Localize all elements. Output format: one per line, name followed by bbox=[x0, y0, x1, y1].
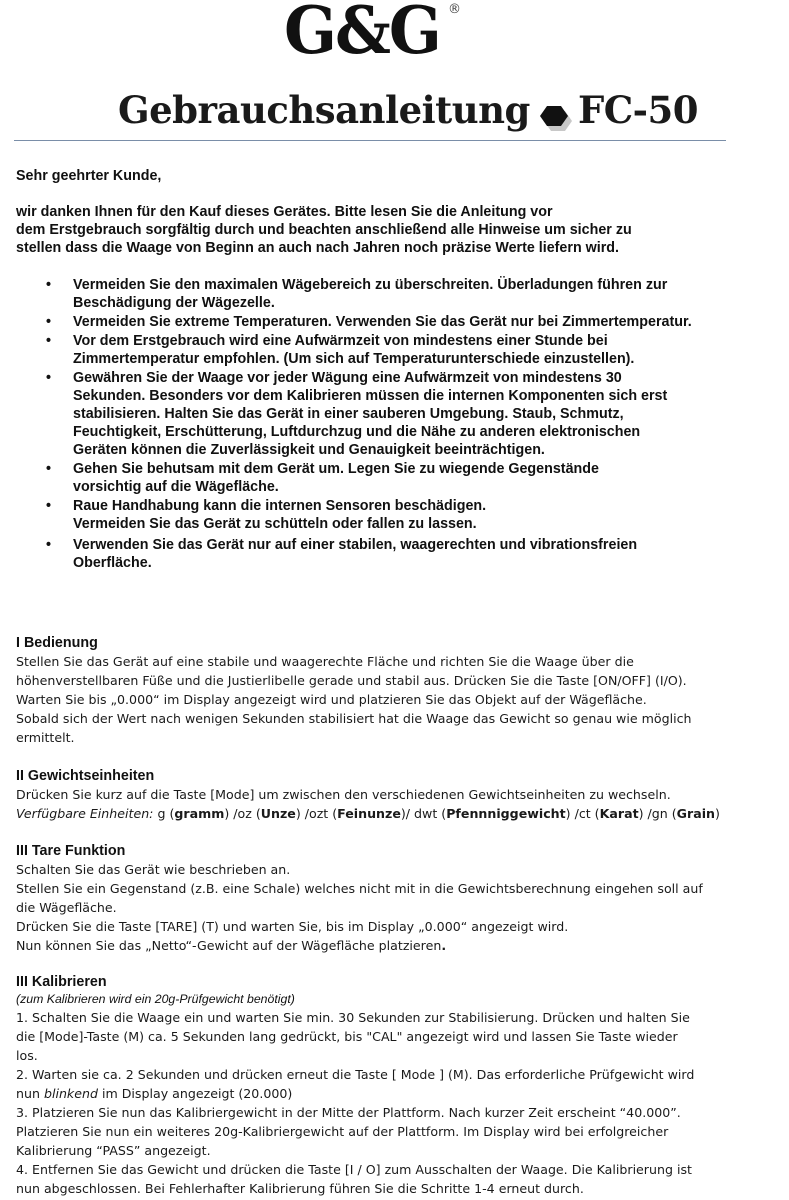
section-heading-einheiten: II Gewichtseinheiten bbox=[16, 768, 155, 784]
tare-line-1: Schalten Sie das Gerät wie beschrieben an. bbox=[16, 862, 291, 877]
kalibrieren-line-5-post: im Display angezeigt (20.000) bbox=[97, 1086, 293, 1101]
kalibrieren-line-2: die [Mode]-Taste (M) ca. 5 Sekunden lang gedrückt, bis "CAL" angezeigt wird und lassen Sie Taste wieder bbox=[16, 1029, 678, 1044]
kalibrieren-line-5-italic: blinkend bbox=[43, 1086, 98, 1101]
bullet-icon: • bbox=[46, 277, 52, 293]
bedienung-line-3: Warten Sie bis „0.000“ im Display angezeigt wird und platzieren Sie das Objekt auf der Wägefläche. bbox=[16, 692, 647, 707]
list-item-line: Vermeiden Sie extreme Temperaturen. Verwenden Sie das Gerät nur bei Zimmertemperatur. bbox=[73, 314, 692, 330]
kalibrieren-line-5-pre: nun bbox=[16, 1086, 44, 1101]
tare-line-3: die Wägefläche. bbox=[16, 900, 117, 915]
unit-name: Feinunze bbox=[337, 806, 401, 821]
bedienung-line-4: Sobald sich der Wert nach wenigen Sekunden stabilisiert hat die Waage das Gewicht so genau wie möglich bbox=[16, 711, 692, 726]
brand-logo bbox=[282, 2, 462, 70]
unit-name: Grain bbox=[676, 806, 716, 821]
einheiten-line-1: Drücken Sie kurz auf die Taste [Mode] um zwischen den verschiedenen Gewichtseinheiten zu wechseln. bbox=[16, 787, 671, 802]
unit-text: g ( bbox=[153, 806, 175, 821]
bullet-icon: • bbox=[46, 333, 52, 349]
bullet-icon: • bbox=[46, 537, 52, 553]
list-item-line: Feuchtigkeit, Erschütterung, Luftdurchzug und die Nähe zu anderen elektronischen bbox=[73, 424, 641, 440]
list-item-line: Raue Handhabung kann die internen Sensoren beschädigen. bbox=[73, 498, 487, 514]
section-heading-kalibrieren: III Kalibrieren bbox=[16, 974, 107, 990]
kalibrieren-line-8: Kalibrierung “PASS” angezeigt. bbox=[16, 1143, 211, 1158]
hexagon-icon bbox=[538, 97, 572, 125]
bedienung-line-2: höhenverstellbaren Füße und die Justierlibelle gerade und stabil aus. Drücken Sie die Taste [ON/OFF] (I/O). bbox=[16, 673, 687, 688]
unit-text: ) /gn ( bbox=[638, 806, 677, 821]
bullet-icon: • bbox=[46, 314, 52, 330]
kalibrieren-line-5 bbox=[16, 1084, 292, 1103]
unit-name: Karat bbox=[599, 806, 639, 821]
unit-text: )/ dwt ( bbox=[400, 806, 447, 821]
intro-line-3: stellen dass die Waage von Beginn an auch nach Jahren noch präzise Werte liefern wird. bbox=[16, 240, 620, 256]
unit-text: ) /oz ( bbox=[224, 806, 261, 821]
kalibrieren-note: (zum Kalibrieren wird ein 20g-Prüfgewicht benötigt) bbox=[16, 992, 295, 1006]
list-item-line: vorsichtig auf die Wägefläche. bbox=[73, 479, 279, 495]
unit-text: ) /ozt ( bbox=[295, 806, 338, 821]
list-item-line: Gehen Sie behutsam mit dem Gerät um. Legen Sie zu wiegende Gegenstände bbox=[73, 461, 599, 477]
unit-name: gramm bbox=[174, 806, 225, 821]
title-divider bbox=[14, 140, 726, 141]
unit-text: ) /ct ( bbox=[565, 806, 600, 821]
units-label: Verfügbare Einheiten: bbox=[16, 806, 154, 821]
bullet-icon: • bbox=[46, 461, 52, 477]
list-item-line: Oberfläche. bbox=[73, 555, 152, 571]
bedienung-line-1: Stellen Sie das Gerät auf eine stabile und waagerechte Fläche und richten Sie die Waage über die bbox=[16, 654, 634, 669]
section-heading-bedienung: I Bedienung bbox=[16, 635, 98, 651]
document-title bbox=[118, 88, 718, 138]
unit-name: Pfennniggewicht bbox=[446, 806, 566, 821]
title-left: Gebrauchsanleitung bbox=[118, 88, 530, 132]
list-item-line: Vermeiden Sie den maximalen Wägebereich zu überschreiten. Überladungen führen zur bbox=[73, 277, 668, 293]
brand-wordmark: G&G bbox=[284, 0, 440, 69]
intro-line-2: dem Erstgebrauch sorgfältig durch und beachten anschließend alle Hinweise um sicher zu bbox=[16, 222, 632, 238]
tare-line-4: Drücken Sie die Taste [TARE] (T) und warten Sie, bis im Display „0.000“ angezeigt wird. bbox=[16, 919, 569, 934]
greeting: Sehr geehrter Kunde, bbox=[16, 168, 162, 184]
kalibrieren-line-6: 3. Platzieren Sie nun das Kalibriergewicht in der Mitte der Plattform. Nach kurzer Zeit erscheint “40.000”. bbox=[16, 1105, 681, 1120]
kalibrieren-line-10: nun abgeschlossen. Bei Fehlerhafter Kalibrierung führen Sie die Schritte 1-4 erneut durch. bbox=[16, 1181, 584, 1196]
list-item-line: Vor dem Erstgebrauch wird eine Aufwärmzeit von mindestens einer Stunde bei bbox=[73, 333, 608, 349]
tare-line-5-dot: . bbox=[441, 938, 447, 953]
einheiten-units bbox=[16, 804, 720, 823]
kalibrieren-line-7: Platzieren Sie nun ein weiteres 20g-Kalibriergewicht auf der Plattform. Im Display wird bei erfolgreicher bbox=[16, 1124, 669, 1139]
unit-text: ) bbox=[715, 806, 720, 821]
list-item-line: Beschädigung der Wägezelle. bbox=[73, 295, 275, 311]
list-item-line: Geräten können die Zuverlässigkeit und Genauigkeit beeinträchtigen. bbox=[73, 442, 545, 458]
list-item-line: Verwenden Sie das Gerät nur auf einer stabilen, waagerechten und vibrationsfreien bbox=[73, 537, 638, 553]
tare-line-5 bbox=[16, 936, 446, 955]
list-item-line: Vermeiden Sie das Gerät zu schütteln oder fallen zu lassen. bbox=[73, 516, 477, 532]
kalibrieren-line-4: 2. Warten sie ca. 2 Sekunden und drücken erneut die Taste [ Mode ] (M). Das erforderliche Prüfgewicht wird bbox=[16, 1067, 695, 1082]
tare-line-2: Stellen Sie ein Gegenstand (z.B. eine Schale) welches nicht mit in die Gewichtsberechnung eingehen soll auf bbox=[16, 881, 703, 896]
bullet-icon: • bbox=[46, 370, 52, 386]
list-item-line: Gewähren Sie der Waage vor jeder Wägung eine Aufwärmzeit von mindestens 30 bbox=[73, 370, 622, 386]
unit-name: Unze bbox=[260, 806, 296, 821]
kalibrieren-line-9: 4. Entfernen Sie das Gewicht und drücken die Taste [I / O] zum Ausschalten der Waage. Die Kalibrierung ist bbox=[16, 1162, 692, 1177]
list-item-line: stabilisieren. Halten Sie das Gerät in einer sauberen Umgebung. Staub, Schmutz, bbox=[73, 406, 624, 422]
title-model: FC-50 bbox=[577, 88, 698, 132]
section-heading-tare: III Tare Funktion bbox=[16, 843, 126, 859]
list-item-line: Zimmertemperatur empfohlen. (Um sich auf Temperaturunterschiede einzustellen). bbox=[73, 351, 635, 367]
intro-line-1: wir danken Ihnen für den Kauf dieses Gerätes. Bitte lesen Sie die Anleitung vor bbox=[16, 204, 553, 220]
tare-line-5-text: Nun können Sie das „Netto“-Gewicht auf der Wägefläche platzieren bbox=[16, 938, 442, 953]
list-item-line: Sekunden. Besonders vor dem Kalibrieren müssen die internen Komponenten sich erst bbox=[73, 388, 668, 404]
registered-mark: ® bbox=[448, 2, 461, 17]
bullet-icon: • bbox=[46, 498, 52, 514]
kalibrieren-line-1: 1. Schalten Sie die Waage ein und warten Sie min. 30 Sekunden zur Stabilisierung. Drücken und halten Sie bbox=[16, 1010, 690, 1025]
kalibrieren-line-3: los. bbox=[16, 1048, 38, 1063]
bedienung-line-5: ermittelt. bbox=[16, 730, 75, 745]
